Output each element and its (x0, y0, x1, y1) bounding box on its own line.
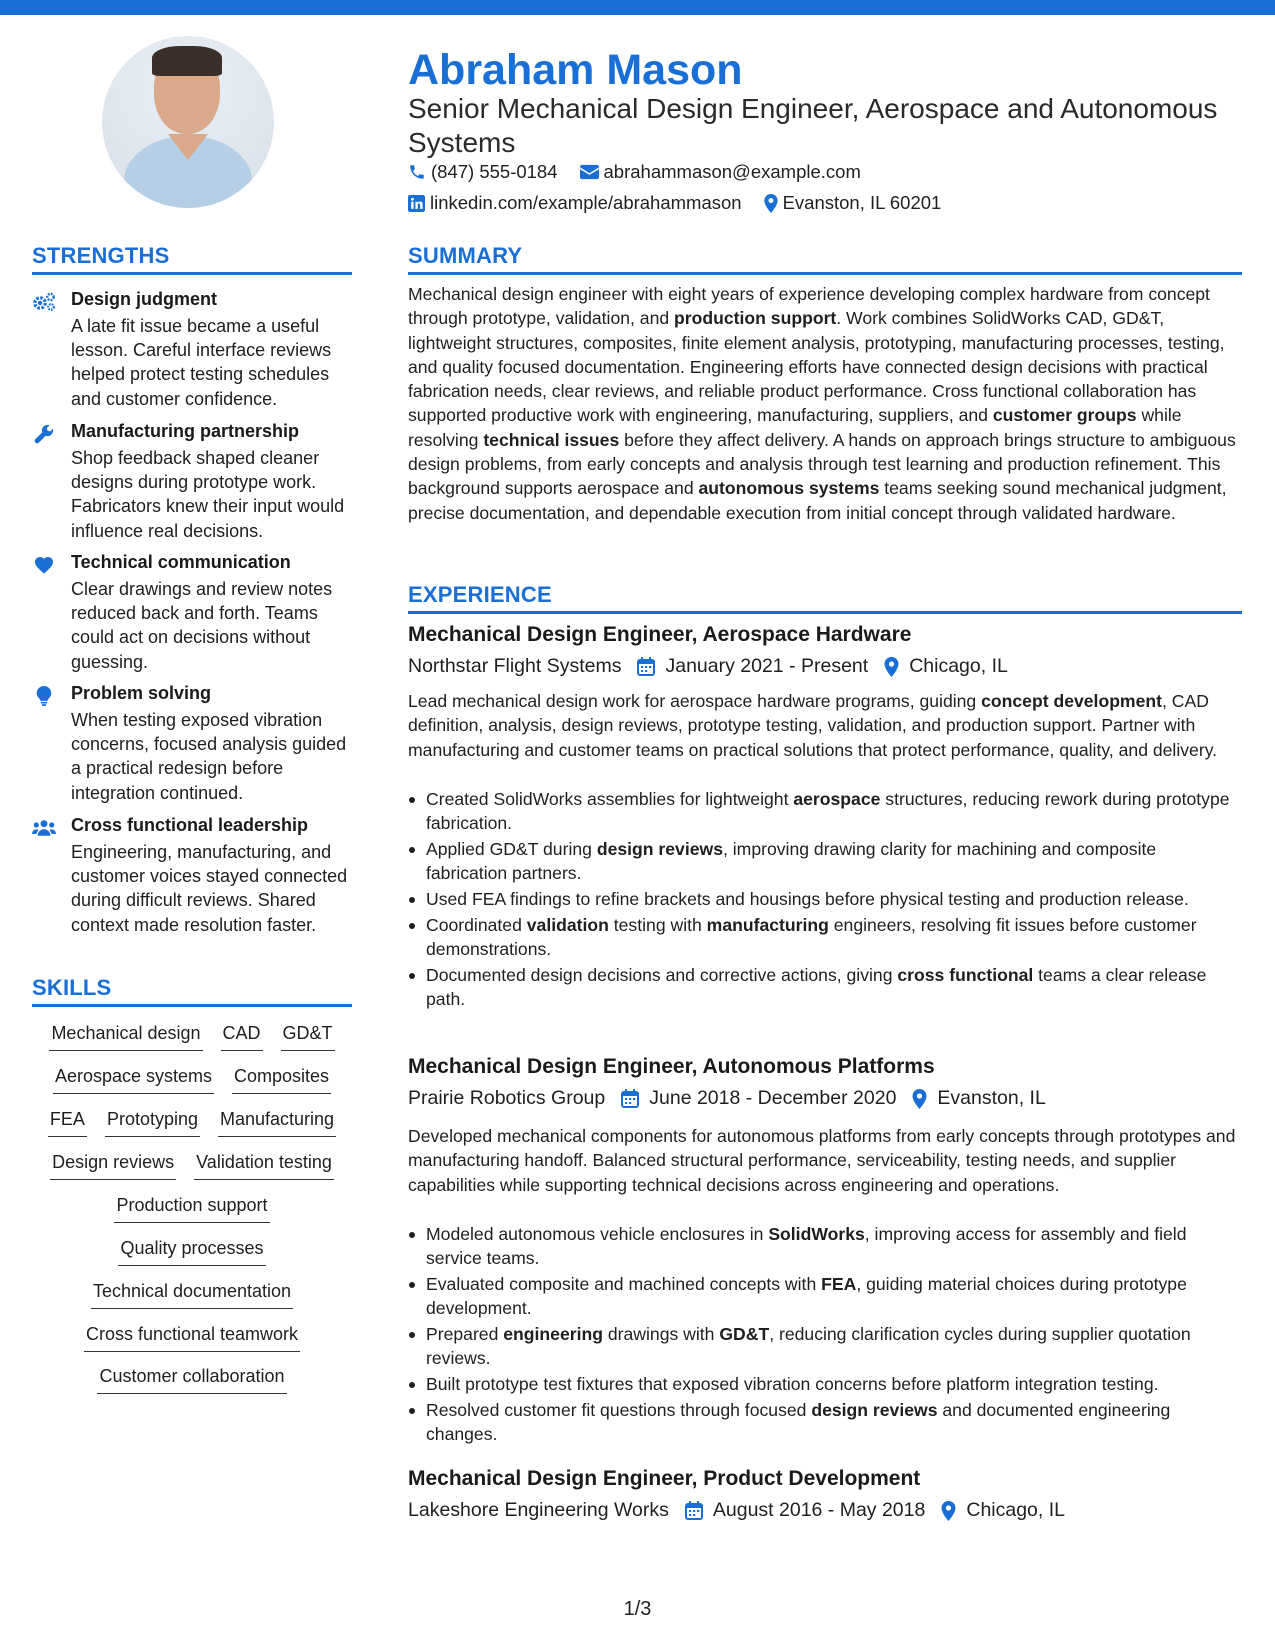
linkedin-text[interactable]: linkedin.com/example/abrahammason (430, 192, 742, 213)
skill-tag: Production support (114, 1195, 269, 1223)
list-item: Coordinated validation testing with manufacturing engineers, resolving fit issues before customer demonstrations. (408, 913, 1242, 962)
location-text: Evanston, IL 60201 (782, 192, 942, 213)
job-dates: August 2016 - May 2018 (712, 1499, 926, 1521)
skills-row (32, 1152, 352, 1180)
strength-text: Clear drawings and review notes reduced back and forth. Teams could act on decisions without guessing. (71, 579, 333, 672)
skills-heading: SKILLS (32, 975, 112, 1000)
strengths-rule (32, 272, 352, 275)
list-item: Created SolidWorks assemblies for lightweight aerospace structures, reducing rework during prototype fabrication. (408, 787, 1242, 836)
strength-title: Design judgment (71, 289, 218, 309)
users-icon (32, 817, 56, 839)
list-item: Built prototype test fixtures that exposed vibration concerns before platform integration testing. (408, 1372, 1242, 1396)
email-item[interactable] (580, 161, 861, 183)
job-description: Lead mechanical design work for aerospace hardware programs, guiding concept development, CAD definition, analysis, design reviews, prototype testing, validation, and production support. Partner with manufacturing and customer teams on practical solutions that protect performance, quality, and delivery. (408, 691, 1218, 760)
skills-row (32, 1238, 352, 1266)
candidate-title: Senior Mechanical Design Engineer, Aerospace and Autonomous Systems (408, 93, 1218, 158)
skills-row (32, 1195, 352, 1223)
job-title: Mechanical Design Engineer, Autonomous Platforms (408, 1055, 935, 1078)
list-item: Prepared engineering drawings with GD&T, reducing clarification cycles during supplier quotation reviews. (408, 1322, 1242, 1371)
phone-text: (847) 555-0184 (431, 161, 558, 182)
job-company: Northstar Flight Systems (408, 655, 622, 677)
list-item: Used FEA findings to refine brackets and housings before physical testing and production release. (408, 887, 1242, 911)
job-meta (408, 1499, 1065, 1522)
job-company: Lakeshore Engineering Works (408, 1499, 669, 1521)
job-location: Evanston, IL (937, 1087, 1046, 1109)
skill-tag: Prototyping (105, 1109, 200, 1137)
strength-title: Manufacturing partnership (71, 421, 300, 441)
skill-tag: Technical documentation (91, 1281, 293, 1309)
skill-tag: CAD (221, 1023, 263, 1051)
strength-text: Shop feedback shaped cleaner designs during prototype work. Fabricators knew their input would influence real decisions. (71, 448, 345, 541)
strength-title: Technical communication (71, 552, 291, 572)
skill-tag: Aerospace systems (53, 1066, 214, 1094)
skill-tag: Validation testing (194, 1152, 334, 1180)
job-location: Chicago, IL (966, 1499, 1066, 1521)
skill-tag: Composites (232, 1066, 331, 1094)
skill-tag: Manufacturing (218, 1109, 336, 1137)
list-item: Documented design decisions and corrective actions, giving cross functional teams a clear release path. (408, 963, 1242, 1012)
map-pin-icon (764, 194, 778, 213)
map-pin-icon (941, 1501, 956, 1521)
job-description: Developed mechanical components for autonomous platforms from early concepts through prototypes and manufacturing handoff. Balanced structural performance, serviceability, testing needs, and supplier capabilities while supporting technical decisions across engineering and operations. (408, 1126, 1236, 1195)
calendar-icon (685, 1501, 703, 1520)
job-location: Chicago, IL (909, 655, 1008, 677)
phone-item (408, 161, 558, 183)
job-dates: January 2021 - Present (665, 655, 869, 677)
experience-heading: EXPERIENCE (408, 582, 552, 607)
wrench-icon (32, 423, 56, 445)
phone-icon (408, 163, 426, 181)
job-bullets (408, 787, 1242, 1013)
job-title: Mechanical Design Engineer, Aerospace Hardware (408, 623, 912, 646)
strength-text: When testing exposed vibration concerns, focused analysis guided a practical redesign before integration continued. (71, 710, 347, 803)
candidate-name: Abraham Mason (408, 46, 743, 94)
job-dates: June 2018 - December 2020 (649, 1087, 897, 1109)
linkedin-item[interactable] (408, 192, 742, 214)
job-bullets (408, 1222, 1242, 1448)
strength-text: A late fit issue became a useful lesson. Careful interface reviews helped protect testing schedules and customer confidence. (71, 316, 332, 409)
top-accent-bar (0, 0, 1275, 15)
heart-icon (32, 554, 56, 576)
summary-heading: SUMMARY (408, 243, 523, 268)
job-meta (408, 655, 1008, 678)
job-company: Prairie Robotics Group (408, 1087, 606, 1109)
map-pin-icon (884, 657, 899, 677)
skill-tag: Cross functional teamwork (84, 1324, 300, 1352)
strength-title: Problem solving (71, 683, 212, 703)
profile-photo (102, 36, 274, 208)
calendar-icon (637, 657, 655, 676)
contact-row-2 (408, 192, 963, 214)
gears-icon (32, 291, 56, 313)
contact-row-1 (408, 161, 883, 183)
skill-tag: Quality processes (118, 1238, 265, 1266)
page-number: 1/3 (623, 1598, 652, 1620)
skill-tag: Mechanical design (49, 1023, 202, 1051)
calendar-icon (621, 1089, 639, 1108)
linkedin-icon (408, 195, 425, 212)
skill-tag: Customer collaboration (97, 1366, 286, 1394)
map-pin-icon (912, 1089, 927, 1109)
lightbulb-icon (32, 685, 56, 707)
strength-title: Cross functional leadership (71, 815, 309, 835)
summary-paragraph: Mechanical design engineer with eight years of experience developing complex hardware from concept through prototype, validation, and production support. Work combines SolidWorks CAD, GD&T, lightweight structures, composites, finite element analysis, prototyping, manufacturing processes, testing, and quality focused documentation. Engineering efforts have connected design decisions with practical fabrication needs, clear reviews, and reliable product performance. Cross functional collaboration has supported productive work with engineering, manufacturing, suppliers, and customer groups while resolving technical issues before they affect delivery. A hands on approach brings structure to ambiguous design problems, from early concepts and analysis through test learning and production refinement. This background supports aerospace and autonomous systems teams seeking sound mechanical judgment, precise documentation, and dependable execution from initial concept through validated hardware. (408, 284, 1236, 523)
job-title: Mechanical Design Engineer, Product Development (408, 1467, 921, 1490)
strengths-heading: STRENGTHS (32, 243, 170, 268)
job-meta (408, 1087, 1046, 1110)
skill-tag: GD&T (281, 1023, 335, 1051)
skills-row (32, 1366, 352, 1394)
skills-row (32, 1023, 352, 1051)
email-text[interactable]: abrahammason@example.com (603, 161, 861, 182)
list-item: Modeled autonomous vehicle enclosures in SolidWorks, improving access for assembly and field service teams. (408, 1222, 1242, 1271)
experience-rule (408, 611, 1242, 614)
skills-row (32, 1324, 352, 1352)
envelope-icon (580, 164, 599, 180)
skills-row (32, 1281, 352, 1309)
skills-row (32, 1109, 352, 1137)
skill-tag: Design reviews (50, 1152, 176, 1180)
list-item: Applied GD&T during design reviews, improving drawing clarity for machining and composite fabrication partners. (408, 837, 1242, 886)
list-item: Evaluated composite and machined concepts with FEA, guiding material choices during prototype development. (408, 1272, 1242, 1321)
skill-tag: FEA (48, 1109, 87, 1137)
list-item: Resolved customer fit questions through focused design reviews and documented engineering changes. (408, 1398, 1242, 1447)
location-item (764, 192, 942, 214)
summary-rule (408, 272, 1242, 275)
skills-rule (32, 1004, 352, 1007)
strength-text: Engineering, manufacturing, and customer voices stayed connected during difficult reviews. Shared context made resolution faster. (71, 842, 348, 935)
skills-row (32, 1066, 352, 1094)
